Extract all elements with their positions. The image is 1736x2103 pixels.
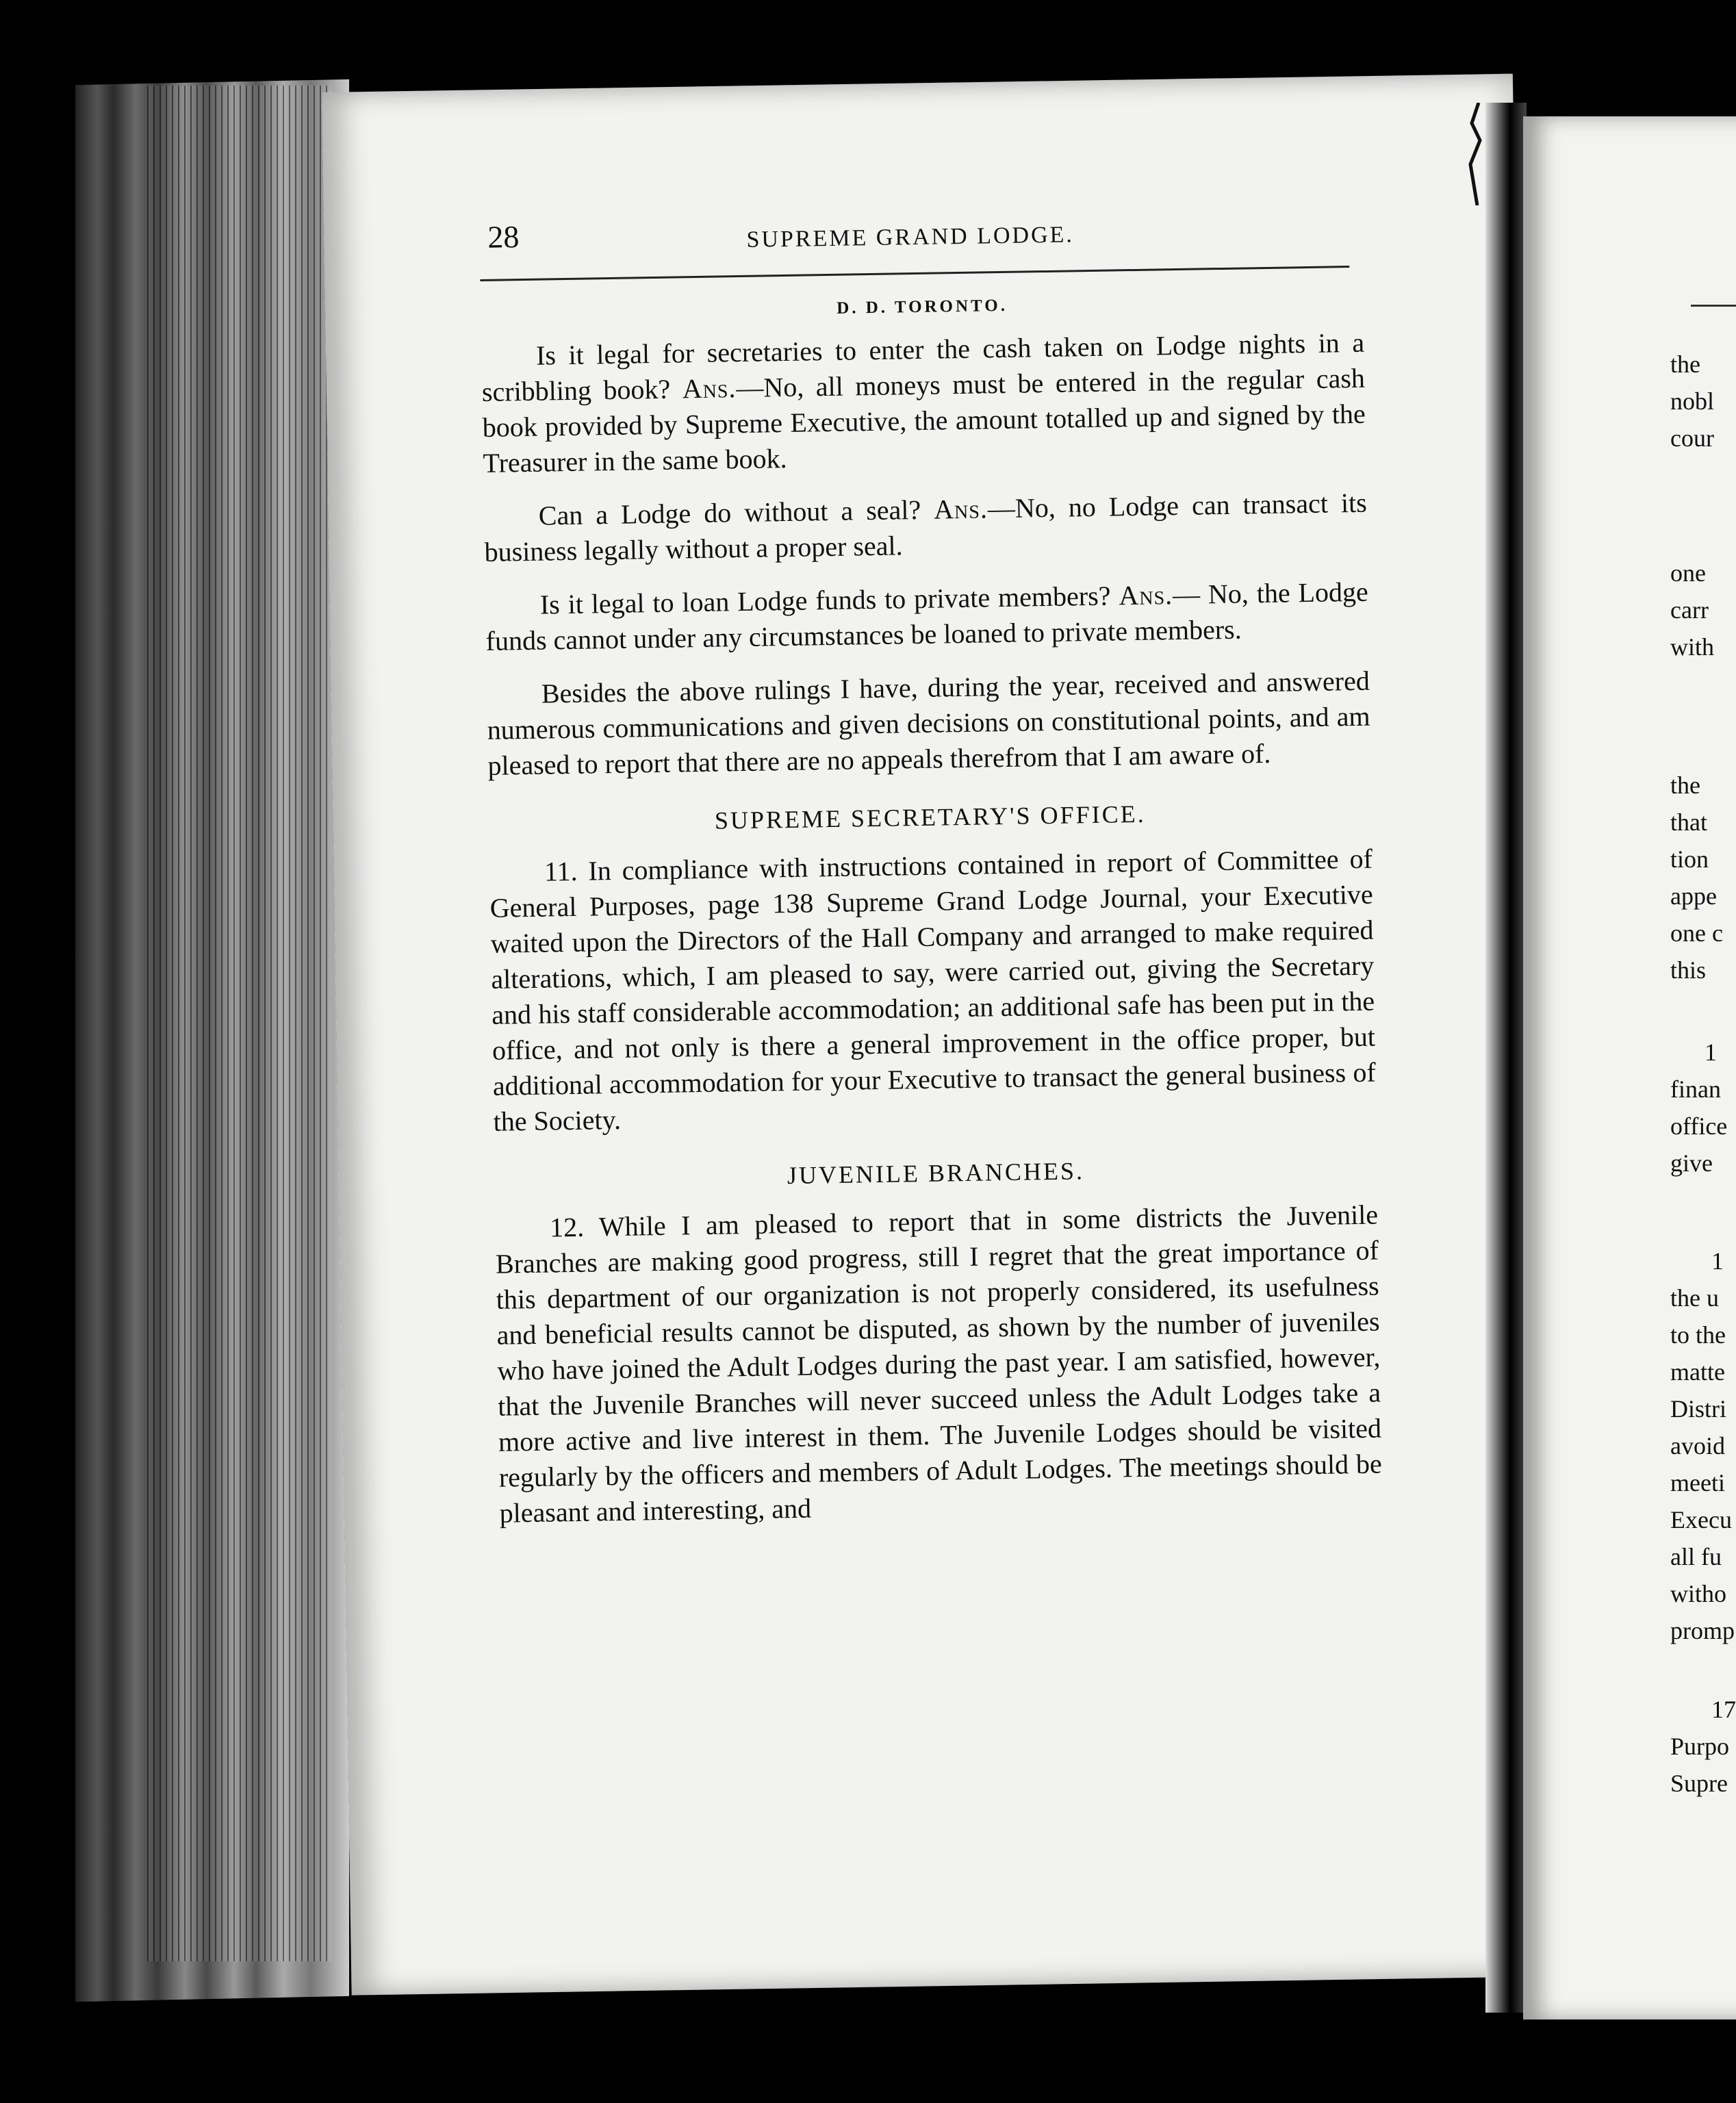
ruling-ans-label: Ans.: [682, 372, 737, 405]
right-page-fragment: tion: [1670, 845, 1709, 873]
right-page-fragment: witho: [1670, 1580, 1727, 1607]
right-page-fragment: avoid: [1670, 1432, 1725, 1460]
right-page-fragment: give: [1670, 1149, 1713, 1177]
ruling-ans-label: Ans.: [933, 493, 988, 525]
book-gutter: [1485, 103, 1527, 2013]
right-page-fragment: 1: [1705, 1038, 1717, 1066]
right-page-fragment: to the: [1670, 1321, 1726, 1349]
ruling-answer: — No, the Lodge funds cannot under any circumstances be loaned to private members.: [485, 576, 1369, 657]
ruling-paragraph: [481, 325, 1366, 481]
ruling-answer: —No, no Lodge can transact its business legally without a proper seal.: [484, 487, 1368, 568]
right-page-fragment-group: [1670, 1034, 1736, 1182]
right-page-fragment: all fu: [1670, 1543, 1722, 1570]
right-page-fragment: Execu: [1670, 1506, 1732, 1533]
right-page-fragment: matte: [1670, 1358, 1725, 1386]
right-page-fragment: Supre: [1670, 1770, 1728, 1797]
ruling-paragraph: [485, 574, 1368, 659]
right-page-header-rule: [1691, 305, 1736, 307]
right-page-fragment: office: [1670, 1112, 1728, 1140]
secretary-office-paragraph: 11. In compliance with instructions contained in report of Committee of General Purposes, page 138 Supreme Grand Lodge Journal, your Executive waited upon the Directors of the Hall Company and arranged to make required alterations, which, I am pleased to say, were carried out, giving the Secretary and his staff considerable accommodation; an additional safe has been put in the office, and not only is there a general improvement in the office proper, but additional accommodation for your Executive to transact the general business of the Society.: [489, 843, 1377, 1137]
right-page-fragment-group: [1670, 346, 1736, 457]
right-page-fragment: promp: [1670, 1617, 1735, 1644]
page-tear-mark: [1465, 103, 1485, 205]
ruling-paragraph: [483, 485, 1367, 570]
section-heading-secretary-office: SUPREME SECRETARY'S OFFICE.: [714, 800, 1146, 834]
right-page-fragment-group: [1670, 767, 1736, 989]
right-page-fragment: one c: [1670, 919, 1723, 947]
closing-paragraph: Besides the above rulings I have, during the year, received and answered numerous communications and given decisions on constitutional points, and am pleased to report that there are no appeals therefrom that I am aware of.: [487, 665, 1370, 781]
right-page-fragment-group: [1670, 555, 1736, 665]
ruling-question: Is it legal to loan Lodge funds to private members?: [539, 580, 1111, 620]
page-number: 28: [487, 219, 520, 255]
header-rule: [480, 266, 1349, 281]
ruling-ans-label: Ans.: [1119, 579, 1173, 611]
left-page-text: [479, 205, 1383, 1549]
right-page-fragment: Purpo: [1670, 1733, 1730, 1760]
right-page-fragment: this: [1670, 956, 1707, 984]
right-page-fragment: the: [1670, 350, 1700, 378]
running-head-title: SUPREME GRAND LODGE.: [746, 222, 1075, 253]
right-page-fragment: nobl: [1670, 387, 1715, 415]
right-page-fragment: with: [1670, 633, 1715, 661]
juvenile-branches-paragraph: 12. While I am pleased to report that in some districts the Juvenile Branches are making good progress, still I regret that the great importance of this department of our organization is not properly considered, its usefulness and beneficial results cannot be disputed, as shown by the number of juveniles who have joined the Adult Lodges during the past year. I am satisfied, however, that the Juvenile Branches will never succeed unless the Adult Lodges take a more active and live interest in them. The Juvenile Lodges should be visited regularly by the officers and members of Adult Lodges. The meetings should be pleasant and interesting, and: [495, 1199, 1383, 1529]
right-page-fragment: meeti: [1670, 1469, 1725, 1496]
right-page-fragment: carr: [1670, 596, 1709, 624]
ruling-question: Can a Lodge do without a seal?: [538, 494, 921, 531]
ruling-answer: —No, all moneys must be entered in the regular cash book provided by Supreme Executive, the amount totalled up and signed by the Treasurer in the same book.: [482, 362, 1366, 479]
section-heading-juvenile-branches: JUVENILE BRANCHES.: [787, 1157, 1085, 1190]
right-page-fragment: finan: [1670, 1075, 1721, 1103]
right-page-fragment: 17: [1711, 1696, 1736, 1723]
ruling-question: Is it legal for secretaries to enter the cash taken on Lodge nights in a scribbling book?: [481, 327, 1365, 407]
book-page-edge-lines: [147, 86, 332, 1961]
right-page-fragment: one: [1670, 559, 1706, 587]
right-page-fragment: the: [1670, 772, 1700, 799]
right-page-fragment: appe: [1670, 882, 1717, 910]
right-page-fragment: 1: [1711, 1247, 1724, 1275]
section-heading-dd-toronto: D. D. TORONTO.: [836, 296, 1008, 318]
right-page-fragment-group: [1670, 1691, 1736, 1802]
right-page-fragment: cour: [1670, 424, 1714, 452]
right-page-fragment: the u: [1670, 1284, 1719, 1312]
right-page-fragment-group: [1670, 1242, 1736, 1649]
right-page-fragment: Distri: [1670, 1395, 1727, 1423]
right-page-fragment: that: [1670, 808, 1707, 836]
